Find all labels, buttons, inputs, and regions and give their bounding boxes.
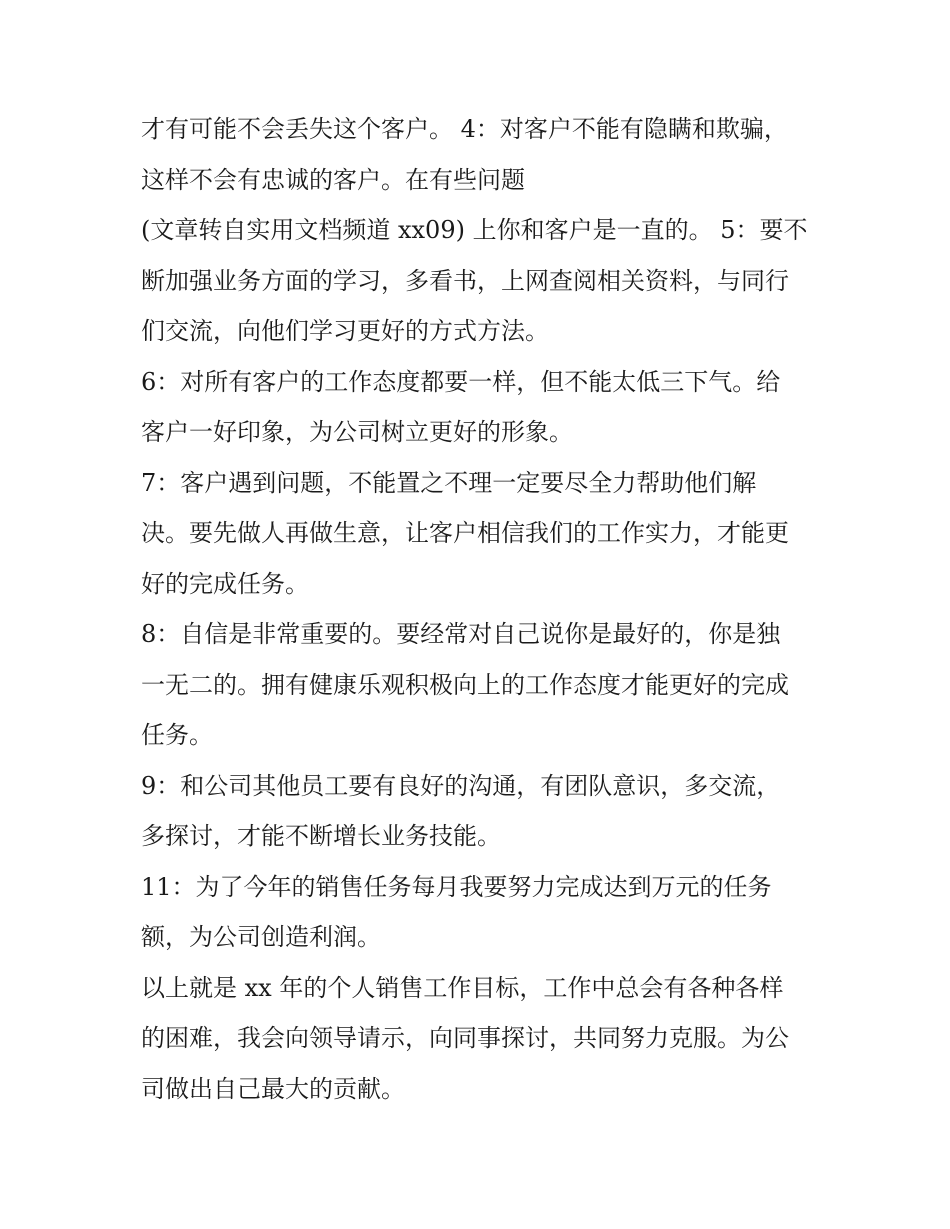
text-line: 7：客户遇到问题，不能置之不理一定要尽全力帮助他们解 xyxy=(141,468,757,497)
text-line: 好的完成任务。 xyxy=(141,569,309,598)
text-line: 6：对所有客户的工作态度都要一样，但不能太低三下气。给 xyxy=(141,367,781,396)
text-line: 这样不会有忠诚的客户。在有些问题 xyxy=(141,165,525,194)
text-line: 8：自信是非常重要的。要经常对自己说你是最好的，你是独 xyxy=(141,620,781,648)
text-line: 9：和公司其他员工要有良好的沟通，有团队意识，多交流， xyxy=(141,771,781,800)
text-line: 司做出自己最大的贡献。 xyxy=(141,1074,405,1103)
text-line: 才有可能不会丢失这个客户。 4：对客户不能有隐瞒和欺骗， xyxy=(141,115,788,143)
text-line: 一无二的。拥有健康乐观积极向上的工作态度才能更好的完成 xyxy=(141,670,789,699)
text-line: 们交流，向他们学习更好的方式方法。 xyxy=(141,317,549,345)
text-line: 多探讨，才能不断增长业务技能。 xyxy=(141,822,501,850)
text-line: 的困难，我会向领导请示，向同事探讨，共同努力克服。为公 xyxy=(141,1024,789,1052)
text-line: 以上就是 xx 年的个人销售工作目标，工作中总会有各种各样 xyxy=(141,973,784,1002)
text-line: 额，为公司创造利润。 xyxy=(141,923,381,951)
text-line: (文章转自实用文档频道 xx09) 上你和客户是一直的。 5：要不 xyxy=(141,216,808,244)
text-line: 任务。 xyxy=(141,721,213,749)
document-body xyxy=(141,104,821,1114)
text-line: 客户一好印象，为公司树立更好的形象。 xyxy=(141,418,573,446)
text-line: 断加强业务方面的学习，多看书，上网查阅相关资料，与同行 xyxy=(141,266,789,295)
text-line: 11：为了今年的销售任务每月我要努力完成达到万元的任务 xyxy=(141,872,772,901)
text-line: 决。要先做人再做生意，让客户相信我们的工作实力，才能更 xyxy=(141,519,789,547)
